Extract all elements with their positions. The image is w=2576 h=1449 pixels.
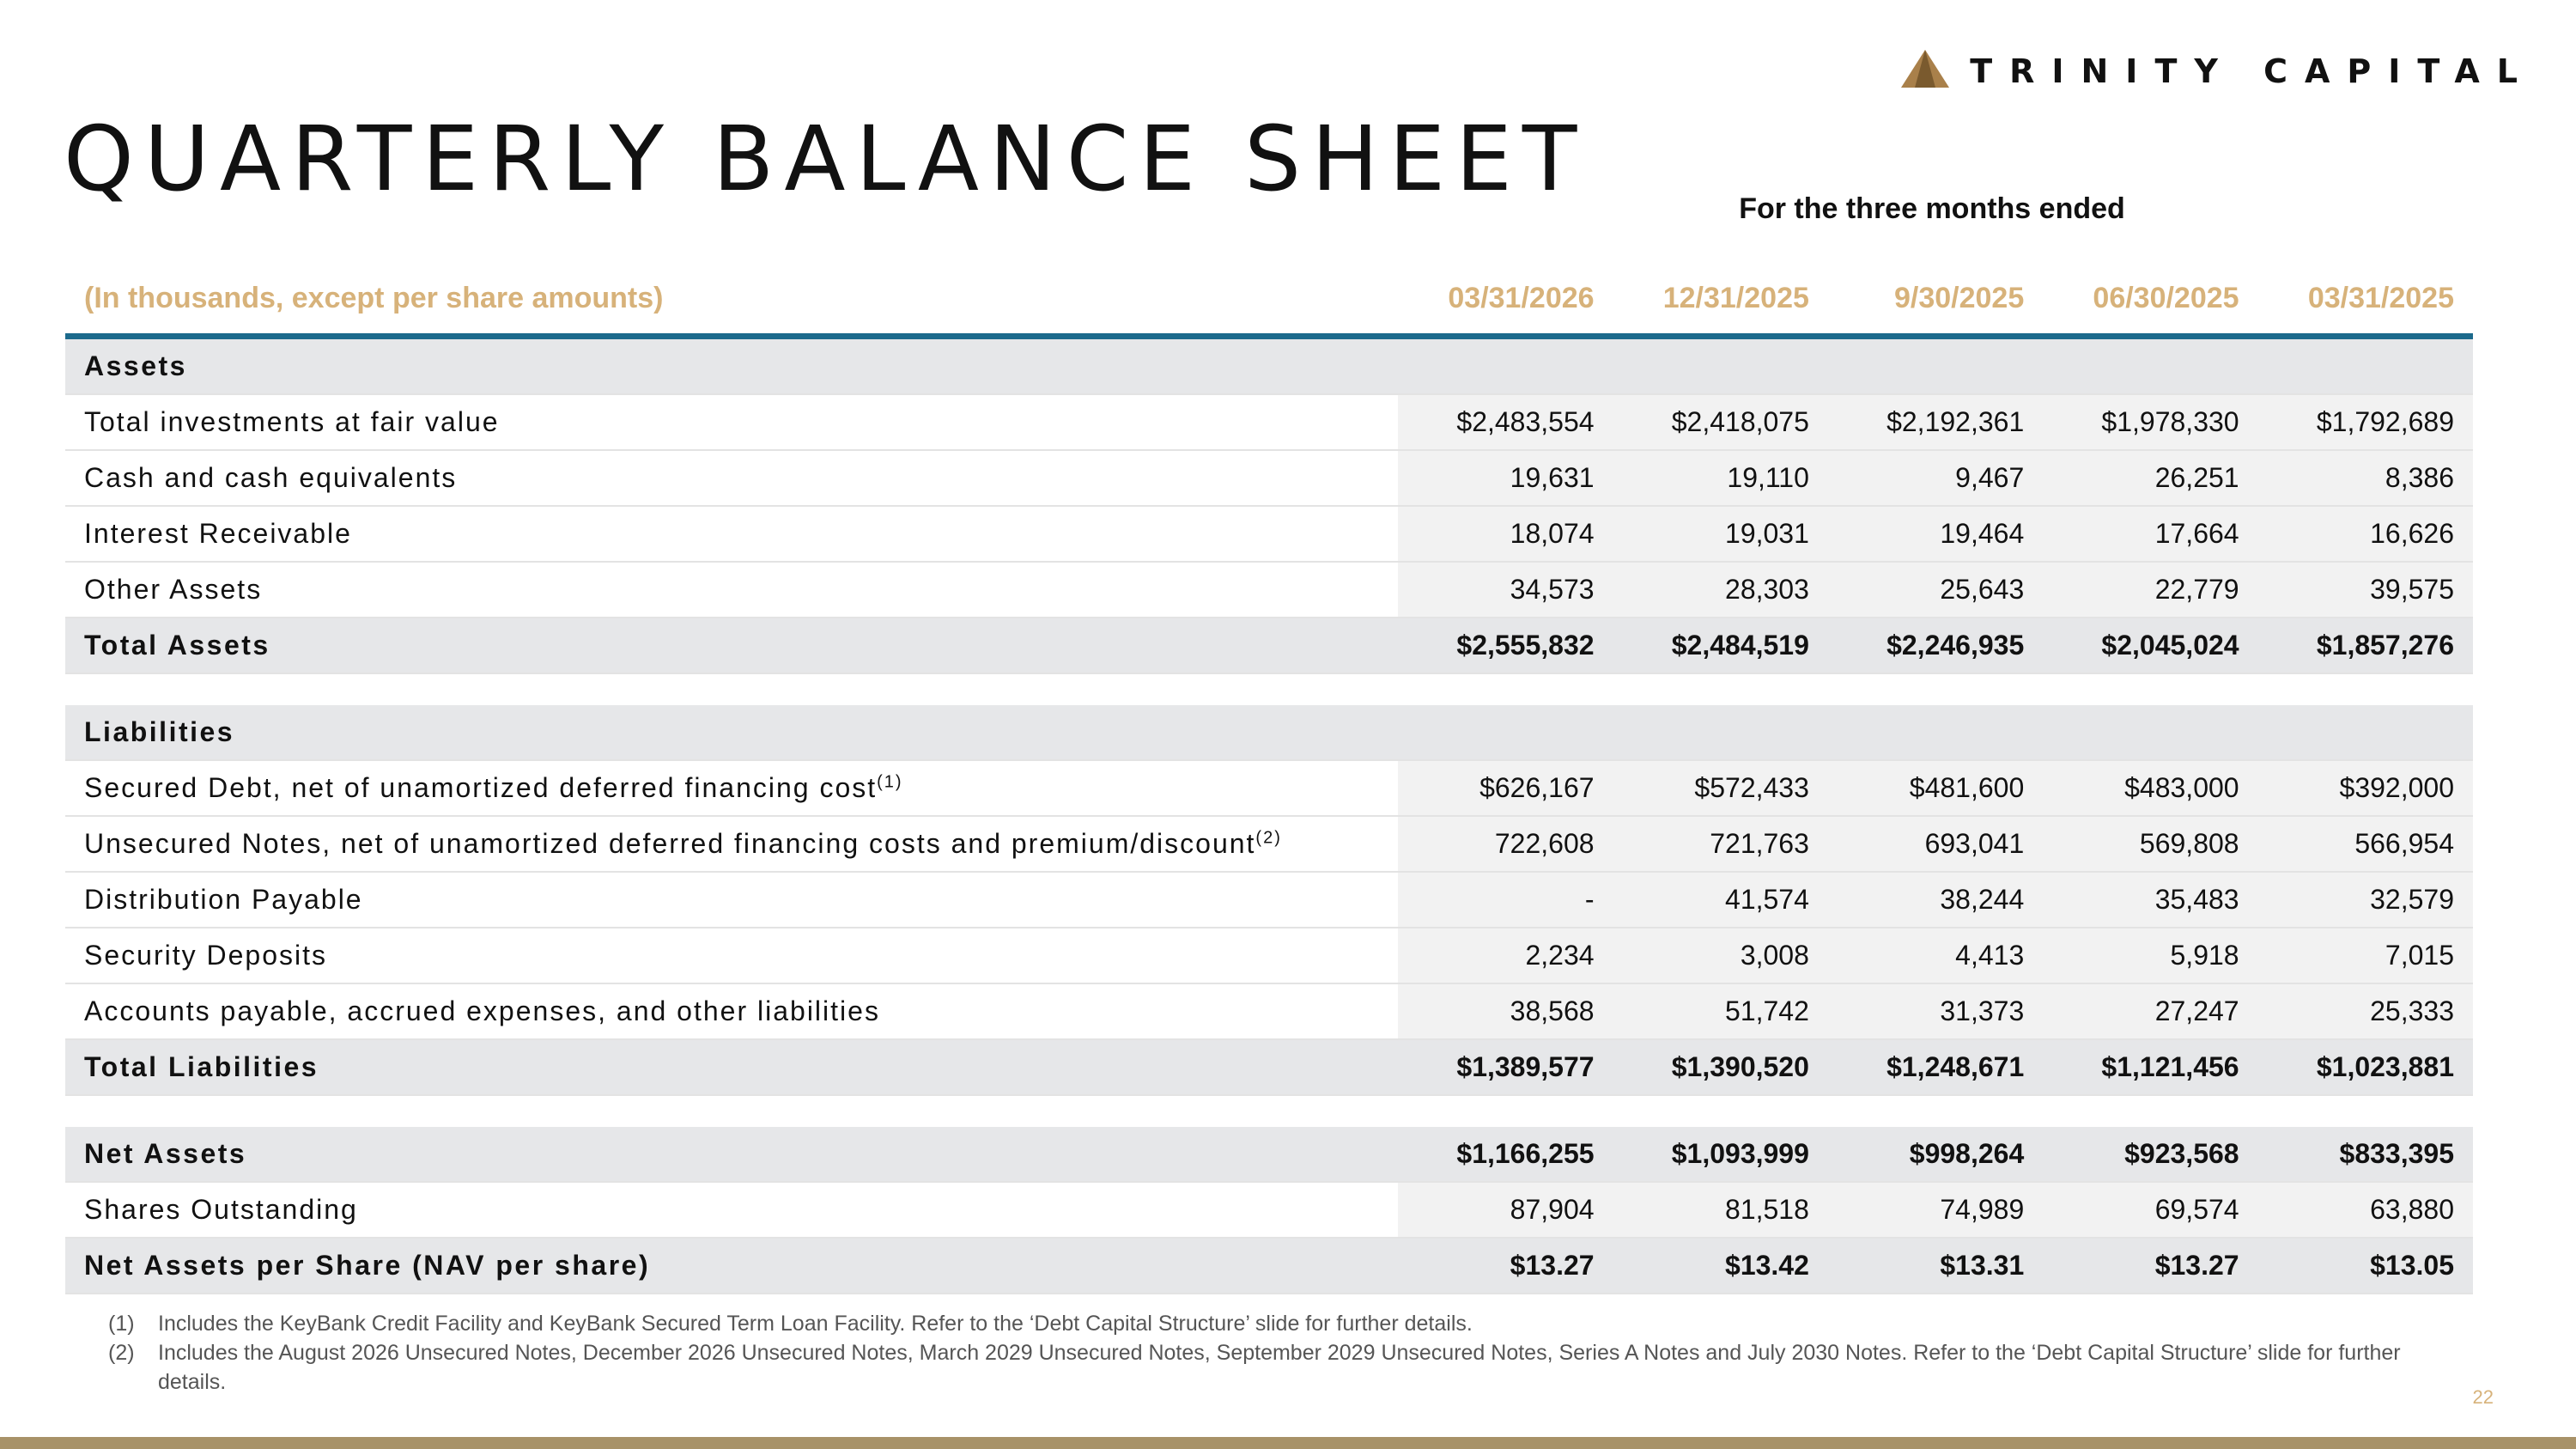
row-value: $923,568: [2043, 1127, 2257, 1182]
row-value: 19,110: [1613, 450, 1828, 506]
row-value: 19,464: [1828, 506, 2043, 562]
row-value: $481,600: [1828, 760, 2043, 816]
row-value: 19,631: [1398, 450, 1613, 506]
table-row: [65, 760, 2473, 816]
row-value: $13.42: [1613, 1238, 1828, 1294]
total-row-liabilities: [65, 1039, 2473, 1095]
row-value: 27,247: [2043, 983, 2257, 1039]
row-value: 4,413: [1828, 928, 2043, 983]
row-label: Interest Receivable: [65, 506, 1398, 562]
row-value: $626,167: [1398, 760, 1613, 816]
row-label: Other Assets: [65, 562, 1398, 618]
footnote-text: Includes the August 2026 Unsecured Notes, December 2026 Unsecured Notes, March 2029 Unsecured Notes, September 2029 Unsecured Notes, Series A Notes and July 2030 Notes. Refer to the ‘Debt Capital Structure’ slide for further details.: [158, 1341, 2401, 1394]
row-value: 722,608: [1398, 816, 1613, 872]
row-value: $13.27: [2043, 1238, 2257, 1294]
row-value: $572,433: [1613, 760, 1828, 816]
row-value: $1,792,689: [2258, 394, 2473, 450]
row-value: 19,031: [1613, 506, 1828, 562]
row-spacer: [65, 1095, 2473, 1127]
row-value: $2,418,075: [1613, 394, 1828, 450]
table-row: [65, 816, 2473, 872]
row-value: 3,008: [1613, 928, 1828, 983]
row-value: $1,248,671: [1828, 1039, 2043, 1095]
row-value: $392,000: [2258, 760, 2473, 816]
footer-bar: [0, 1437, 2576, 1449]
company-name: TRINITY CAPITAL: [1970, 52, 2535, 90]
row-label: Shares Outstanding: [65, 1182, 1398, 1238]
table-row: [65, 983, 2473, 1039]
row-label: Net Assets per Share (NAV per share): [65, 1238, 1398, 1294]
shares-outstanding-row: [65, 1182, 2473, 1238]
row-label: Total investments at fair value: [65, 394, 1398, 450]
footnotes: [108, 1309, 2409, 1397]
footnote-number: (1): [108, 1312, 135, 1336]
row-value: 26,251: [2043, 450, 2257, 506]
company-logo: [1901, 50, 2535, 92]
section-header-liabilities: [65, 705, 2473, 760]
row-value: 7,015: [2258, 928, 2473, 983]
column-header: 06/30/2025: [2043, 263, 2257, 337]
row-value: 566,954: [2258, 816, 2473, 872]
footnote: [108, 1309, 2409, 1338]
row-value: 63,880: [2258, 1182, 2473, 1238]
units-note: (In thousands, except per share amounts): [65, 263, 1398, 337]
section-title: Liabilities: [65, 705, 1398, 760]
row-label: Total Assets: [65, 618, 1398, 673]
row-label: Security Deposits: [65, 928, 1398, 983]
row-value: $483,000: [2043, 760, 2257, 816]
row-value: $2,045,024: [2043, 618, 2257, 673]
table-row: [65, 928, 2473, 983]
row-label: Distribution Payable: [65, 872, 1398, 928]
row-value: -: [1398, 872, 1613, 928]
footnote-ref: (1): [877, 772, 903, 792]
row-value: $2,484,519: [1613, 618, 1828, 673]
row-value: $1,390,520: [1613, 1039, 1828, 1095]
row-label: Total Liabilities: [65, 1039, 1398, 1095]
table-row: [65, 562, 2473, 618]
row-value: $1,093,999: [1613, 1127, 1828, 1182]
table-header-row: [65, 263, 2473, 337]
row-value: 25,643: [1828, 562, 2043, 618]
period-header: For the three months ended: [1739, 192, 2125, 225]
row-value: 87,904: [1398, 1182, 1613, 1238]
row-value: 31,373: [1828, 983, 2043, 1039]
row-label: [65, 760, 1398, 816]
row-value: 16,626: [2258, 506, 2473, 562]
section-header-assets: [65, 337, 2473, 395]
row-value: 51,742: [1613, 983, 1828, 1039]
footnote-number: (2): [108, 1341, 135, 1365]
row-value: 28,303: [1613, 562, 1828, 618]
footnote: [108, 1338, 2409, 1397]
row-value: $833,395: [2258, 1127, 2473, 1182]
footnote-text: Includes the KeyBank Credit Facility and KeyBank Secured Term Loan Facility. Refer to the ‘Debt Capital Structure’ slide for further details.: [158, 1312, 1473, 1336]
row-value: 693,041: [1828, 816, 2043, 872]
row-value: 39,575: [2258, 562, 2473, 618]
row-value: $2,246,935: [1828, 618, 2043, 673]
row-value: $13.31: [1828, 1238, 2043, 1294]
row-value: 2,234: [1398, 928, 1613, 983]
row-value: 32,579: [2258, 872, 2473, 928]
row-value: $998,264: [1828, 1127, 2043, 1182]
row-value: 5,918: [2043, 928, 2257, 983]
row-value: 69,574: [2043, 1182, 2257, 1238]
row-value: 9,467: [1828, 450, 2043, 506]
row-value: $1,389,577: [1398, 1039, 1613, 1095]
triangle-logo-icon: [1901, 50, 1949, 92]
row-label: [65, 816, 1398, 872]
net-assets-row: [65, 1127, 2473, 1182]
row-value: 22,779: [2043, 562, 2257, 618]
nav-per-share-row: [65, 1238, 2473, 1294]
row-value: $2,192,361: [1828, 394, 2043, 450]
balance-sheet-table: [65, 263, 2473, 1294]
page-number: 22: [2472, 1386, 2494, 1408]
table-row: [65, 506, 2473, 562]
row-value: 18,074: [1398, 506, 1613, 562]
row-value: 34,573: [1398, 562, 1613, 618]
row-value: 81,518: [1613, 1182, 1828, 1238]
row-label: Net Assets: [65, 1127, 1398, 1182]
column-header: 03/31/2026: [1398, 263, 1613, 337]
row-label-text: Secured Debt, net of unamortized deferred financing cost: [84, 772, 878, 803]
section-title: Assets: [65, 337, 1398, 395]
row-value: 38,244: [1828, 872, 2043, 928]
row-value: 17,664: [2043, 506, 2257, 562]
row-value: $13.27: [1398, 1238, 1613, 1294]
column-header: 03/31/2025: [2258, 263, 2473, 337]
column-header: 9/30/2025: [1828, 263, 2043, 337]
row-value: $1,857,276: [2258, 618, 2473, 673]
row-value: $1,023,881: [2258, 1039, 2473, 1095]
row-value: 41,574: [1613, 872, 1828, 928]
footnote-ref: (2): [1255, 828, 1282, 848]
row-value: $13.05: [2258, 1238, 2473, 1294]
row-value: 74,989: [1828, 1182, 2043, 1238]
row-value: 35,483: [2043, 872, 2257, 928]
table-row: [65, 394, 2473, 450]
row-spacer: [65, 673, 2473, 705]
row-value: $2,555,832: [1398, 618, 1613, 673]
row-label-text: Unsecured Notes, net of unamortized deferred financing costs and premium/discount: [84, 828, 1256, 859]
total-row-assets: [65, 618, 2473, 673]
row-value: $1,166,255: [1398, 1127, 1613, 1182]
row-value: $1,978,330: [2043, 394, 2257, 450]
table-row: [65, 450, 2473, 506]
row-value: 569,808: [2043, 816, 2257, 872]
row-label: Cash and cash equivalents: [65, 450, 1398, 506]
column-header: 12/31/2025: [1613, 263, 1828, 337]
page-title: QUARTERLY BALANCE SHEET: [64, 107, 1588, 211]
table-row: [65, 872, 2473, 928]
row-value: 721,763: [1613, 816, 1828, 872]
row-value: 38,568: [1398, 983, 1613, 1039]
row-value: $1,121,456: [2043, 1039, 2257, 1095]
row-label: Accounts payable, accrued expenses, and other liabilities: [65, 983, 1398, 1039]
row-value: 25,333: [2258, 983, 2473, 1039]
row-value: 8,386: [2258, 450, 2473, 506]
row-value: $2,483,554: [1398, 394, 1613, 450]
